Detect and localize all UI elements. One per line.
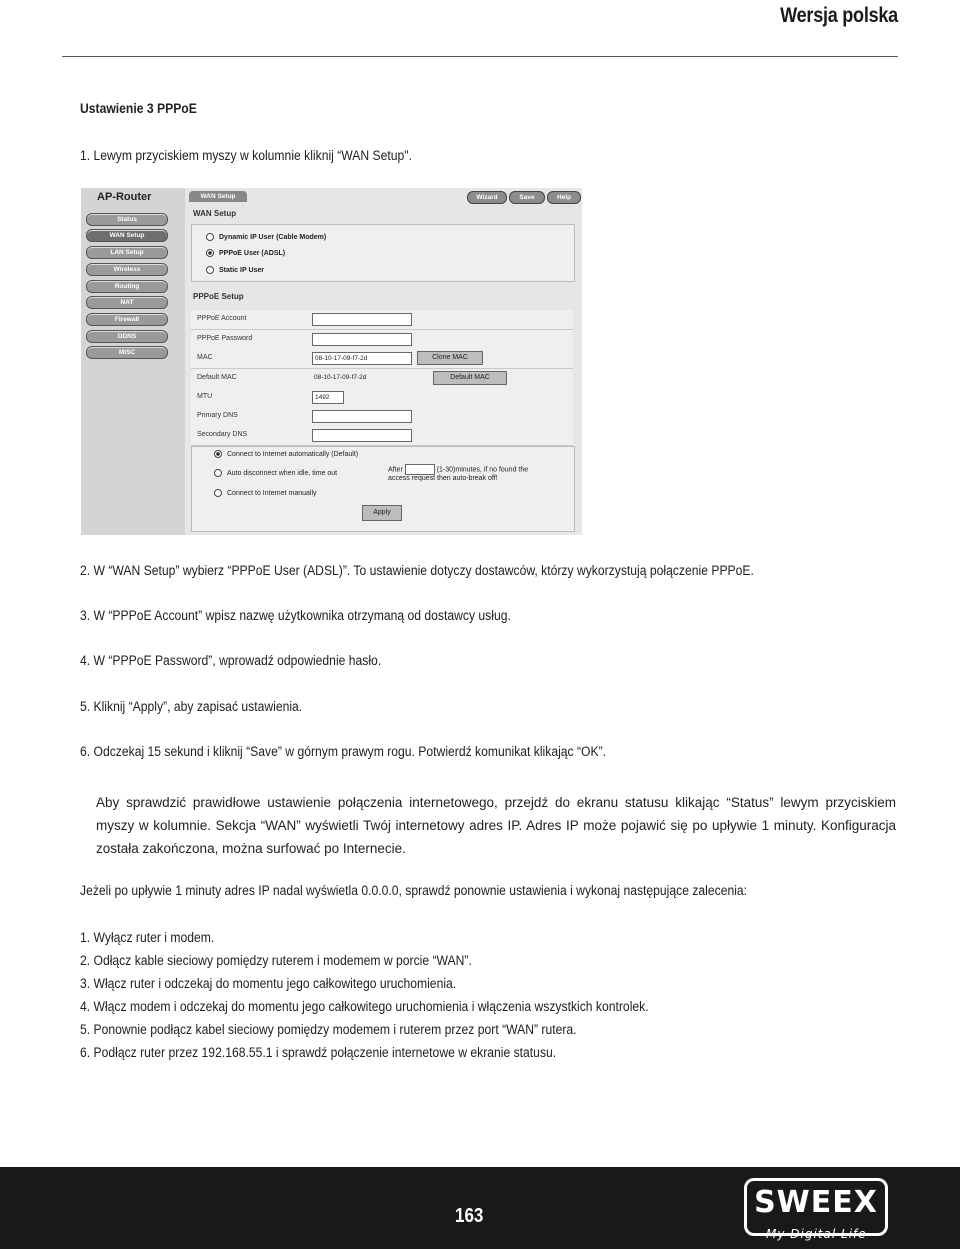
secondary-dns-row xyxy=(191,426,573,446)
default-mac-row xyxy=(191,369,573,389)
nav-lan-setup[interactable]: LAN Setup xyxy=(86,246,168,259)
after-text-2: access request then auto-break off! xyxy=(388,475,498,482)
pppoe-password-row xyxy=(191,330,573,350)
radio-icon[interactable] xyxy=(214,469,222,477)
router-sidebar xyxy=(81,188,185,535)
connect-idle-option[interactable]: Auto disconnect when idle, time out xyxy=(214,469,337,477)
after-label-row: After (1-30)minutes, if no found the xyxy=(388,464,528,475)
connect-options xyxy=(191,446,575,532)
page-number: 163 xyxy=(455,1205,484,1227)
mtu-label: MTU xyxy=(197,393,213,400)
radio-selected-icon[interactable] xyxy=(214,450,222,458)
tab-wan-setup[interactable]: WAN Setup xyxy=(189,191,247,202)
pppoe-account-label: PPPoE Account xyxy=(197,315,247,322)
mtu-row xyxy=(191,388,573,408)
pppoe-account-input[interactable] xyxy=(312,313,412,326)
primary-dns-input[interactable] xyxy=(312,410,412,423)
pppoe-password-input[interactable] xyxy=(312,333,412,346)
section-title: Ustawienie 3 PPPoE xyxy=(80,101,197,116)
page-header-title: Wersja polska xyxy=(780,4,898,27)
radio-icon[interactable] xyxy=(206,266,214,274)
final-step-5: 5. Ponownie podłącz kabel sieciowy pomiędzy modemem i ruterem przez port “WAN” rutera. xyxy=(80,1022,577,1037)
radio-selected-icon[interactable] xyxy=(206,249,214,257)
help-button[interactable]: Help xyxy=(547,191,581,204)
router-main-panel xyxy=(185,188,582,535)
final-step-3: 3. Włącz ruter i odczekaj do momentu jego całkowitego uruchomienia. xyxy=(80,976,457,991)
option-pppoe[interactable]: PPPoE User (ADSL) xyxy=(206,249,285,257)
page-footer xyxy=(0,1167,960,1249)
radio-icon[interactable] xyxy=(214,489,222,497)
router-screenshot xyxy=(81,188,582,535)
secondary-dns-input[interactable] xyxy=(312,429,412,442)
nav-wireless[interactable]: Wireless xyxy=(86,263,168,276)
status-check-paragraph: Aby sprawdzić prawidłowe ustawienie połączenia internetowego, przejdź do ekranu statusu klikając “Status” lewym przyciskiem myszy w kolumnie. Sekcja “WAN” wyświetli Twój internetowy adres IP. Adres IP może pojawić się po upływie 1 minuty. Konfiguracja została zakończona, można surfować po Internecie. xyxy=(96,795,896,856)
primary-dns-label: Primary DNS xyxy=(197,412,238,419)
idle-minutes-input[interactable] xyxy=(405,464,435,475)
nav-status[interactable]: Status xyxy=(86,213,168,226)
wizard-button[interactable]: Wizard xyxy=(467,191,507,204)
nav-routing[interactable]: Routing xyxy=(86,280,168,293)
step-6: 6. Odczekaj 15 sekund i kliknij “Save” w górnym prawym rogu. Potwierdź komunikat klikając “OK”. xyxy=(80,744,607,759)
final-step-4: 4. Włącz modem i odczekaj do momentu jego całkowitego uruchomienia i włączenia wszystkich kontrolek. xyxy=(80,999,649,1014)
pppoe-password-label: PPPoE Password xyxy=(197,335,253,342)
step-3: 3. W “PPPoE Account” wpisz nazwę użytkownika otrzymaną od dostawcy usług. xyxy=(80,608,511,623)
logo-tagline: My Digital Life xyxy=(766,1227,867,1241)
header-divider xyxy=(62,56,898,57)
nav-nat[interactable]: NAT xyxy=(86,296,168,309)
nav-misc[interactable]: MISC xyxy=(86,346,168,359)
nav-firewall[interactable]: Firewall xyxy=(86,313,168,326)
nav-ddns[interactable]: DDNS xyxy=(86,330,168,343)
router-title: AP-Router xyxy=(97,191,152,203)
option-dynamic-ip[interactable]: Dynamic IP User (Cable Modem) xyxy=(206,233,326,241)
ip-check-paragraph: Jeżeli po upływie 1 minuty adres IP nadal wyświetla 0.0.0.0, sprawdź ponownie ustawienia i wykonaj następujące zalecenia: xyxy=(80,883,748,898)
default-mac-label: Default MAC xyxy=(197,374,237,381)
mtu-input[interactable]: 1492 xyxy=(312,391,344,404)
radio-icon[interactable] xyxy=(206,233,214,241)
mac-label: MAC xyxy=(197,354,213,361)
final-step-2: 2. Odłącz kable sieciowy pomiędzy ruterem i modemem w porcie “WAN”. xyxy=(80,953,472,968)
option-static-ip[interactable]: Static IP User xyxy=(206,266,264,274)
pppoe-account-row xyxy=(191,310,573,330)
final-step-6: 6. Podłącz ruter przez 192.168.55.1 i sprawdź połączenie internetowe w ekranie statusu. xyxy=(80,1045,557,1060)
clone-mac-button[interactable]: Clone MAC xyxy=(417,351,483,365)
mac-row xyxy=(191,349,573,369)
mac-input[interactable]: 08-10-17-09-f7-2d xyxy=(312,352,412,365)
step-2: 2. W “WAN Setup” wybierz “PPPoE User (ADSL)”. To ustawienie dotyczy dostawców, którzy wykorzystują połączenie PPPoE. xyxy=(80,563,754,578)
final-step-1: 1. Wyłącz ruter i modem. xyxy=(80,930,215,945)
step-5: 5. Kliknij “Apply”, aby zapisać ustawienia. xyxy=(80,699,303,714)
step-1: 1. Lewym przyciskiem myszy w kolumnie kliknij “WAN Setup". xyxy=(80,148,412,163)
pppoe-setup-title: PPPoE Setup xyxy=(193,292,244,301)
default-mac-button[interactable]: Default MAC xyxy=(433,371,507,385)
primary-dns-row xyxy=(191,407,573,427)
default-mac-value: 08-10-17-09-f7-2d xyxy=(314,374,367,381)
connection-type-box xyxy=(191,224,575,282)
connect-auto-option[interactable]: Connect to Internet automatically (Default) xyxy=(214,450,358,458)
secondary-dns-label: Secondary DNS xyxy=(197,431,248,438)
logo-text: SWEEX xyxy=(754,1185,878,1220)
wan-setup-title: WAN Setup xyxy=(193,209,237,218)
nav-wan-setup[interactable]: WAN Setup xyxy=(86,229,168,242)
connect-manual-option[interactable]: Connect to Internet manually xyxy=(214,489,317,497)
step-4: 4. W “PPPoE Password”, wprowadź odpowiednie hasło. xyxy=(80,653,382,668)
save-button[interactable]: Save xyxy=(509,191,545,204)
apply-button[interactable]: Apply xyxy=(362,505,402,521)
